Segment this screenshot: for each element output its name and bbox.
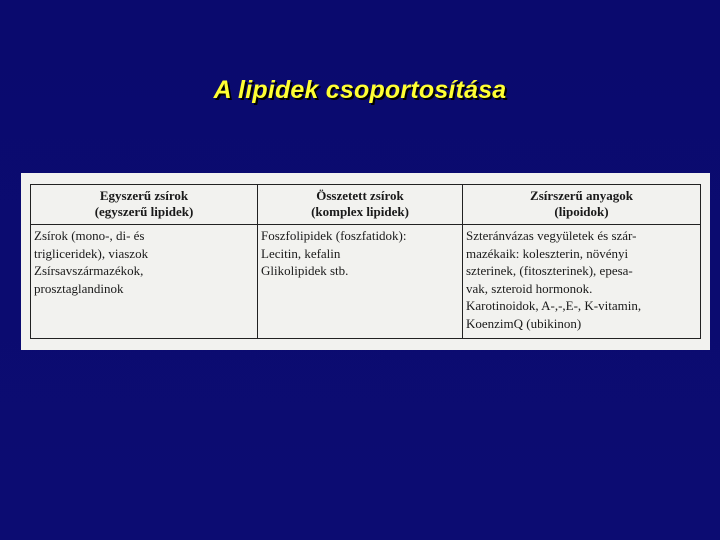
cell-line: prosztaglandinok — [34, 280, 124, 296]
cell-line: mazékaik: koleszterin, növényi — [466, 245, 629, 261]
cell-line: szterinek, (fitoszterinek), epesa- — [466, 263, 633, 278]
cell-lipoids — [463, 225, 700, 338]
header-lipoids-line2: (lipoidok) — [554, 204, 609, 219]
slide-title: A lipidek csoportosítása — [213, 76, 507, 104]
cell-line: Foszfolipidek (foszfatidok): — [261, 228, 407, 243]
header-complex-lipids-line1: Összetett zsírok — [316, 188, 404, 203]
cell-line: Lecitin, kefalin — [261, 245, 341, 261]
header-simple-lipids — [31, 185, 258, 225]
cell-line: KoenzimQ (ubikinon) — [466, 315, 582, 331]
cell-line: Zsírsavszármazékok, — [34, 263, 144, 278]
header-simple-lipids-line1: Egyszerű zsírok — [99, 188, 189, 203]
cell-line: Karotinoidok, A-,-,E-, K-vitamin, — [466, 298, 642, 313]
cell-line: vak, szteroid hormonok. — [466, 280, 593, 296]
header-complex-lipids — [258, 185, 463, 225]
header-lipoids-line1: Zsírszerű anyagok — [530, 188, 633, 203]
header-simple-lipids-line2: (egyszerű lipidek) — [94, 204, 194, 219]
cell-line: trigliceridek), viaszok — [34, 245, 149, 261]
cell-line: Glikolipidek stb. — [261, 263, 349, 278]
header-complex-lipids-line2: (komplex lipidek) — [311, 204, 409, 219]
cell-line: Zsírok (mono-, di- és — [34, 228, 145, 243]
lipid-classification-table-image — [21, 173, 710, 350]
cell-line: Szteránvázas vegyületek és szár- — [466, 228, 637, 243]
lipid-classification-table — [30, 184, 701, 339]
cell-simple-lipids — [31, 225, 258, 338]
header-lipoids — [463, 185, 700, 225]
cell-complex-lipids — [258, 225, 463, 338]
